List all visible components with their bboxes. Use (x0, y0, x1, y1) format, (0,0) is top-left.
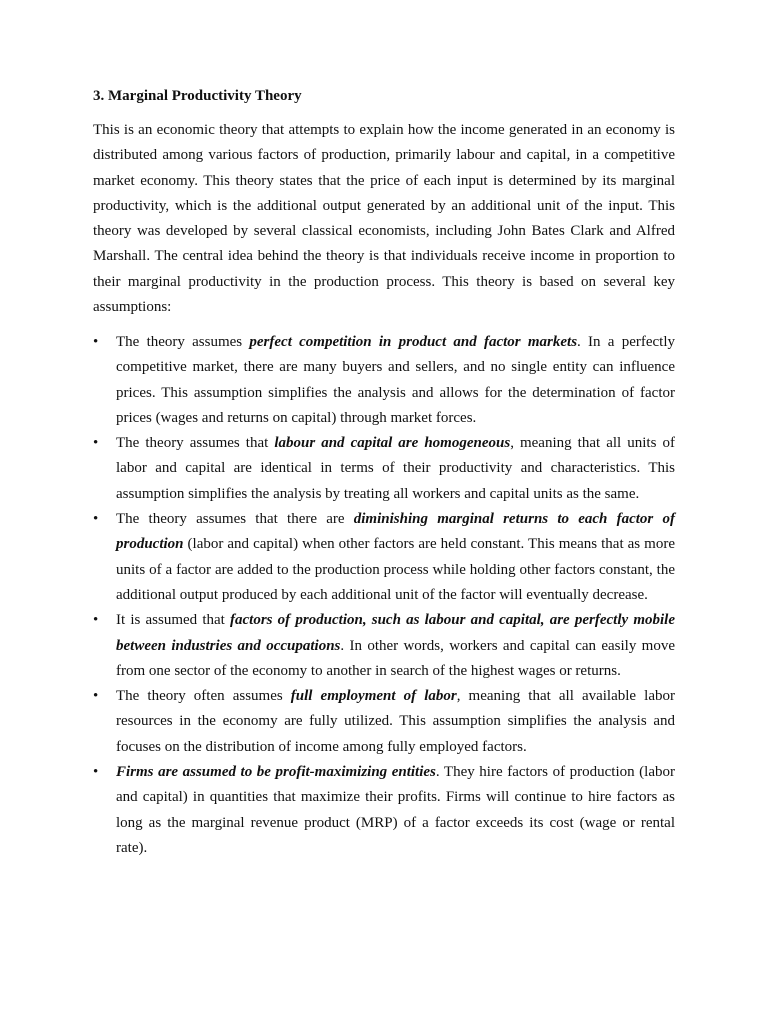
bullet-icon: • (93, 612, 99, 629)
list-item (93, 431, 675, 507)
bullet-text-post: , meaning that all units of labor and capital are identical in terms of their productivity and characteristics. This assumption simplifies the analysis by treating all workers and capital units as the same. (116, 435, 675, 502)
bullet-text-pre: The theory assumes that (116, 435, 275, 452)
bullet-emphasis: labour and capital are homogeneous (274, 435, 511, 452)
section-heading: 3. Marginal Productivity Theory (93, 88, 302, 104)
bullet-text-post: . In a perfectly competitive market, there are many buyers and sellers, and no single entity can influence prices. This assumption simplifies the analysis and allows for the determination of factor prices (wages and returns on capital) through market forces. (116, 334, 675, 426)
bullet-emphasis: Firms are assumed to be profit-maximizing entities (116, 764, 436, 781)
bullet-icon: • (93, 334, 99, 350)
bullet-text-pre: The theory often assumes (116, 688, 291, 705)
bullet-text-pre: The theory assumes (116, 334, 250, 350)
list-item (93, 684, 675, 760)
bullet-text-post: . They hire factors of production (labor and capital) in quantities that maximize their profits. Firms will continue to hire factors as long as the marginal revenue product (MRP) of a factor exceeds its cost (wage or rental rate). (116, 764, 675, 856)
bullet-text-post: (labor and capital) when other factors are held constant. This means that as more units of a factor are added to the production process while holding other factors constant, the additional output produced by each additional unit of the factor will eventually decrease. (116, 536, 675, 603)
bullet-text-pre: It is assumed that (116, 612, 230, 629)
bullet-text-post: , meaning that all available labor resources in the economy are fully utilized. This assumption simplifies the analysis and focuses on the distribution of income among fully employed factors. (116, 688, 675, 755)
list-item (93, 608, 675, 684)
bullet-emphasis: perfect competition in product and factor markets (249, 334, 578, 350)
bullet-emphasis: factors of production, such as labour and capital, are perfectly mobile between industries and occupations (116, 612, 675, 654)
bullet-text-pre: The theory assumes that there are (116, 511, 354, 528)
bullet-icon: • (93, 688, 99, 705)
intro-paragraph: This is an economic theory that attempts to explain how the income generated in an economy is distributed among various factors of production, primarily labour and capital, in a competitive market economy. This theory states that the price of each input is determined by its marginal productivity, which is the additional output generated by an additional unit of the input. This theory was developed by several classical economists, including John Bates Clark and Alfred Marshall. The central idea behind the theory is that individuals receive income in proportion to their marginal productivity in the production process. This theory is based on several key assumptions: (93, 122, 675, 316)
bullet-icon: • (93, 435, 99, 452)
list-item (93, 330, 675, 431)
bullet-icon: • (93, 764, 99, 781)
bullet-emphasis: full employment of labor (290, 688, 457, 705)
assumptions-list (93, 330, 675, 861)
list-item (93, 760, 675, 861)
list-item (93, 507, 675, 608)
bullet-icon: • (93, 511, 99, 528)
bullet-text-post: . In other words, workers and capital can easily move from one sector of the economy to another in search of the highest wages or returns. (116, 637, 676, 679)
bullet-emphasis: diminishing marginal returns to each factor of production (116, 511, 675, 553)
